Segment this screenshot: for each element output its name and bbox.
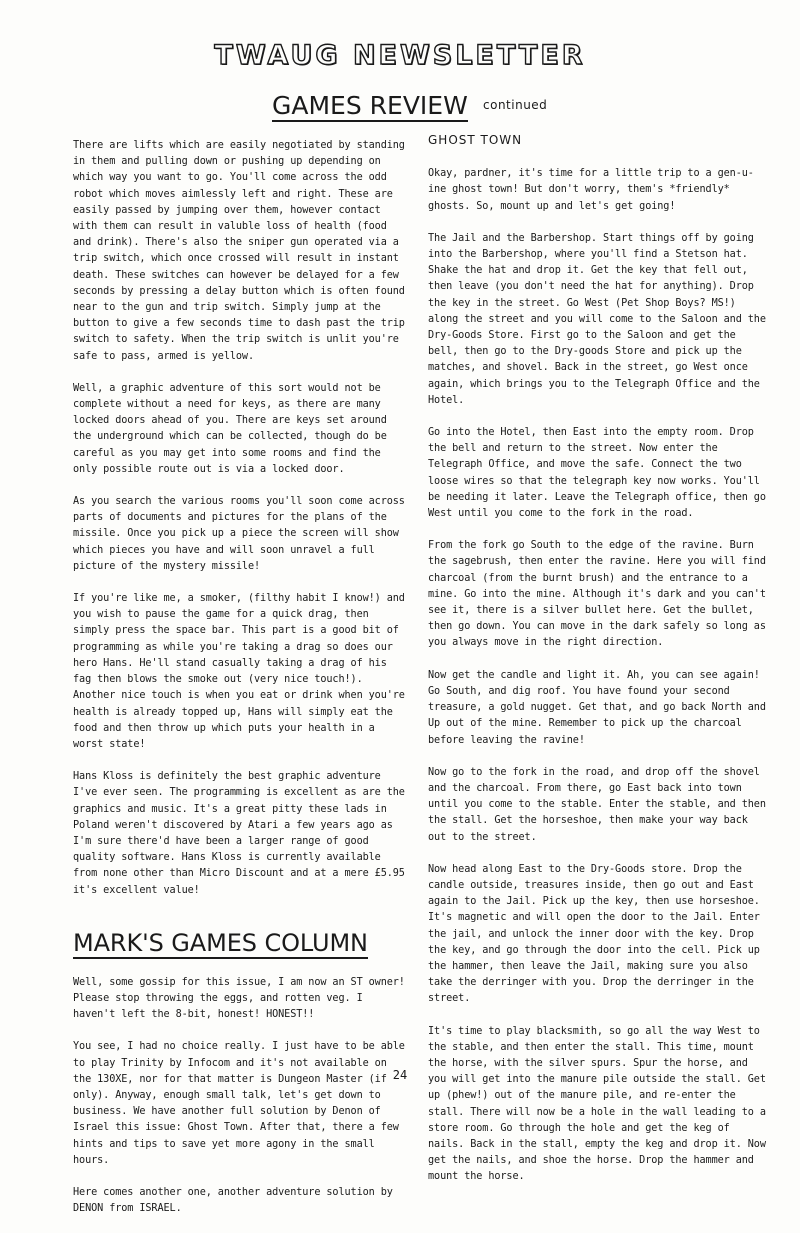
article-paragraph: You see, I had no choice really. I just have to be able to play Trinity by Infocom and it's not available on the 130XE, nor for that matter is Dungeon Master (if only). Anyway, enough small talk, let's get down to business. We have another full solution by Denon of Israel this issue: Ghost Town. After that, there a few hints and tips to save yet more agony in the small hours. [73, 1041, 405, 1166]
page-number: 24 [392, 1068, 408, 1082]
article-paragraph: Well, a graphic adventure of this sort would not be complete without a need for keys, as there are many locked doors ahead of you. There are keys set around the underground which can be collected, though do be careful as you may get into some rooms and find the only possible route out is via a locked door. [73, 382, 387, 475]
article-paragraph: Well, some gossip for this issue, I am now an ST owner! Please stop throwing the eggs, and rotten veg. I haven't left the 8-bit, honest! HONEST!! [73, 976, 405, 1021]
ghost-town-heading: GHOST TOWN [428, 133, 523, 147]
article-paragraph: Go into the Hotel, then East into the empty room. Drop the bell and return to the street. Now enter the Telegraph Office, and move the safe. Connect the two loose wires so that the telegraph key now works. You'll be needing it later. Leave the Telegraph office, then go West until you come to the fork in the road. [428, 427, 766, 520]
article-paragraph: It's time to play blacksmith, so go all the way West to the stable, and then enter the stall. This time, mount the horse, with the silver spurs. Spur the horse, and you will get into the manure pile outside the stall. Get up (phew!) out of the manure pile, and re-enter the stall. There will now be a hole in the wall leading to a store room. Go through the hole and get the keg of nails. Back in the stall, empty the keg and drop it. Now get the nails, and shoe the horse. Drop the hammer and mount the horse. [428, 1025, 766, 1183]
article-paragraph: From the fork go South to the edge of the ravine. Burn the sagebrush, then enter the ravine. Here you will find charcoal (from the burnt brush) and the entrance to a mine. Go into the mine. Although it's dark and you can't see it, there is a silver bullet here. Get the bullet, then go down. You can move in the dark safely so long as you always move in the right direction. [428, 540, 766, 649]
article-paragraph: If you're like me, a smoker, (filthy habit I know!) and you wish to pause the game for a quick drag, then simply press the space bar. This part is a good bit of programming as while you're taking a drag so does our hero Hans. He'll stand casually taking a drag of his fag then blows the smoke out (very nice touch!). Another nice touch is when you eat or drink when you're health is already topped up, Hans will simply eat the food and then throw up which puts your health in a worst state! [73, 593, 405, 750]
marks-games-column-title: MARK'S GAMES COLUMN [73, 928, 368, 957]
article-paragraph: Now get the candle and light it. Ah, you can see again! Go South, and dig roof. You have found your second treasure, a gold nugget. Get that, and go back North and Up out of the mine. Remember to pick up the charcoal before leaving the ravine! [428, 669, 766, 746]
article-paragraph: Now head along East to the Dry-Goods store. Drop the candle outside, treasures inside, then go out and East again to the Jail. Pick up the key, then use horseshoe. It's magnetic and will open the door to the Jail. Enter the jail, and unlock the inner door with the key. Drop the key, and go through the door into the cell. Pick up the hammer, then leave the Jail, making sure you also take the derringer with you. Drop the derringer in the street. [428, 863, 760, 1005]
article-paragraph: Here comes another one, another adventure solution by DENON from ISRAEL. [73, 1186, 393, 1215]
article-paragraph: There are lifts which are easily negotiated by standing in them and pulling down or pushing up depending on which way you want to go. You'll come across the odd robot which moves aimlessly left and right. These are easily passed by jumping over them, however contact with them can result in valuble loss of health (food and drink). There's also the sniper gun operated via a trip switch, which once crossed will result in instant death. These switches can however be delayed for a few seconds by pressing a delay button which is often found near to the gun and trip switch. Simply jump at the button to give a few seconds time to dash past the trip switch to safety. When the trip switch is unlit you're safe to pass, armed is yellow. [73, 140, 405, 362]
section-subtitle: continued [483, 98, 548, 112]
article-paragraph: As you search the various rooms you'll soon come across parts of documents and pictures for the plans of the missile. Once you pick up a piece the screen will show which pieces you have and will soon unravel a full picture of the mystery missile! [73, 496, 405, 572]
article-paragraph: Hans Kloss is definitely the best graphic adventure I've ever seen. The programming is excellent as are the graphics and music. It's a great pitty these lads in Poland weren't discovered by Atari a few years ago as I'm sure there'd have been a larger range of good quality software. Hans Kloss is currently available from none other than Micro Discount and at a mere £5.95 it's excellent value! [73, 771, 405, 896]
newsletter-masthead: TWAUG NEWSLETTER [214, 40, 586, 71]
article-paragraph: Now go to the fork in the road, and drop off the shovel and the charcoal. From there, go East back into town until you come to the stable. Enter the stable, and then the stall. Get the horseshoe, then make your way back out to the street. [428, 766, 766, 843]
article-paragraph: Okay, pardner, it's time for a little trip to a gen-u-ine ghost town! But don't worry, them's *friendly* ghosts. So, mount up and let's get going! [428, 168, 754, 212]
section-title: GAMES REVIEW [272, 91, 468, 120]
right-column [428, 133, 768, 1202]
article-paragraph: The Jail and the Barbershop. Start things off by going into the Barbershop, where you'll find a Stetson hat. Shake the hat and drop it. Get the key that fell out, then leave (you don't need the hat for anything). Drop the key in the street. Go West (Pet Shop Boys? MS!) along the street and you will come to the Saloon and the Dry-Goods Store. First go to the Saloon and get the bell, then go to the Dry-goods Store and pick up the matches, and shovel. Back in the street, go West once again, which brings you to the Telegraph Office and the Hotel. [428, 232, 766, 406]
